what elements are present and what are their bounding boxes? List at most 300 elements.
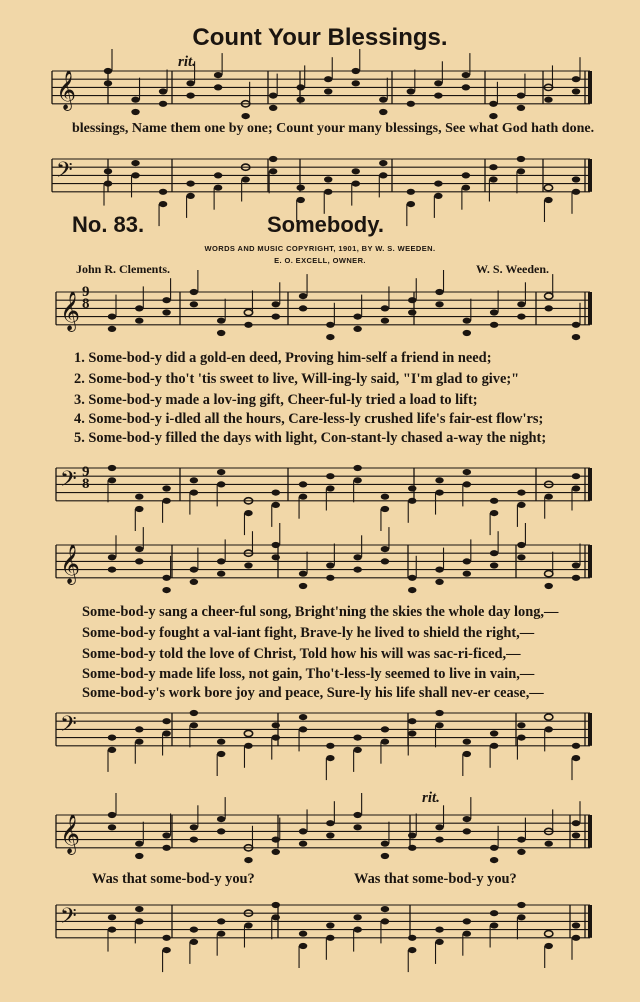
treble-clef-icon: 𝄞: [60, 814, 81, 854]
note-head: [186, 193, 194, 199]
note-head: [244, 857, 252, 863]
note-head: [269, 168, 277, 174]
note-head: [269, 93, 277, 99]
note-head: [244, 730, 252, 736]
note-head: [353, 465, 361, 471]
note-head: [572, 485, 580, 491]
note-head: [186, 93, 194, 99]
note-head: [463, 571, 471, 577]
note-head: [299, 494, 307, 500]
note-head: [463, 816, 471, 822]
note-head: [324, 88, 332, 94]
note-head: [353, 314, 361, 320]
note-head: [435, 710, 443, 716]
note-head: [463, 469, 471, 475]
note-head: [272, 502, 280, 508]
note-head: [572, 922, 580, 928]
note-head: [108, 554, 116, 560]
note-head: [241, 176, 249, 182]
note-head: [435, 927, 443, 933]
note-head: [381, 506, 389, 512]
note-head: [517, 168, 525, 174]
note-head: [190, 824, 198, 830]
note-head: [381, 841, 389, 847]
bass-clef-icon: 𝄢: [60, 712, 77, 742]
copyright-owner: E. O. EXCELL, OWNER.: [274, 256, 366, 265]
note-head: [517, 914, 525, 920]
treble-clef-icon: 𝄞: [60, 544, 81, 584]
note-head: [517, 849, 525, 855]
note-head: [272, 554, 280, 560]
note-head: [462, 172, 470, 178]
note-head: [190, 579, 198, 585]
note-head: [434, 193, 442, 199]
note-head: [490, 498, 498, 504]
note-head: [162, 935, 170, 941]
note-head: [408, 730, 416, 736]
note-head: [408, 498, 416, 504]
note-head: [217, 481, 225, 487]
note-head: [159, 201, 167, 207]
note-head: [353, 554, 361, 560]
verse2-line-3: Some-bod-y told the love of Christ, Told how his will was sac-ri-ficed,—: [82, 646, 521, 662]
note-head: [214, 72, 222, 78]
note-head: [544, 97, 552, 103]
note-head: [545, 305, 553, 311]
note-head: [326, 832, 334, 838]
note-head: [463, 751, 471, 757]
note-head: [326, 473, 334, 479]
note-head: [490, 743, 498, 749]
note-head: [217, 918, 225, 924]
note-head: [244, 309, 252, 315]
note-head: [572, 189, 580, 195]
note-head: [381, 918, 389, 924]
note-head: [135, 841, 143, 847]
note-head: [326, 922, 334, 928]
refrain-lyric-1: Was that some-bod-y you?: [92, 871, 255, 887]
top-lyric-line: blessings, Name them one by one; Count your many blessings, See what God hath done.: [72, 121, 595, 136]
note-head: [324, 76, 332, 82]
time-signature-treble: 9 8: [82, 284, 90, 312]
note-head: [408, 587, 416, 593]
note-head: [217, 571, 225, 577]
verse-line-4: 4. Some-bod-y i-dled all the hours, Care-less-ly crushed life's fair-est flow'rs;: [74, 411, 544, 427]
note-head: [217, 318, 225, 324]
note-head: [162, 297, 170, 303]
note-head: [572, 176, 580, 182]
note-head: [435, 579, 443, 585]
note-head: [326, 755, 334, 761]
note-head: [299, 481, 307, 487]
note-head: [490, 922, 498, 928]
note-head: [435, 939, 443, 945]
note-head: [299, 583, 307, 589]
note-head: [517, 722, 525, 728]
note-head: [159, 101, 167, 107]
note-head: [272, 314, 280, 320]
note-head: [299, 841, 307, 847]
note-head: [517, 502, 525, 508]
note-head: [572, 820, 580, 826]
note-head: [381, 726, 389, 732]
note-head: [352, 68, 360, 74]
note-head: [272, 902, 280, 908]
note-head: [135, 318, 143, 324]
note-head: [162, 845, 170, 851]
note-head: [381, 906, 389, 912]
note-head: [463, 481, 471, 487]
note-head: [217, 931, 225, 937]
note-head: [381, 546, 389, 552]
note-head: [490, 550, 498, 556]
note-head: [545, 571, 553, 577]
bass-clef-icon: 𝄢: [56, 158, 73, 188]
note-head: [217, 558, 225, 564]
note-head: [379, 97, 387, 103]
note-head: [435, 477, 443, 483]
note-head: [190, 301, 198, 307]
note-head: [407, 88, 415, 94]
note-head: [353, 326, 361, 332]
note-head: [135, 739, 143, 745]
note-head: [434, 80, 442, 86]
note-head: [572, 743, 580, 749]
note-head: [435, 567, 443, 573]
note-head: [381, 494, 389, 500]
verse2-line-1: Some-bod-y sang a cheer-ful song, Bright'ning the skies the whole day long,—: [82, 604, 559, 620]
note-head: [108, 927, 116, 933]
note-head: [108, 914, 116, 920]
note-head: [190, 939, 198, 945]
note-head: [408, 845, 416, 851]
note-head: [435, 824, 443, 830]
note-head: [269, 105, 277, 111]
note-head: [462, 72, 470, 78]
note-head: [162, 718, 170, 724]
note-head: [104, 80, 112, 86]
note-head: [159, 88, 167, 94]
note-head: [544, 185, 552, 191]
verse-line-2: 2. Some-bod-y tho't 'tis sweet to live, Will-ing-ly said, "I'm glad to give;": [74, 371, 520, 387]
note-head: [463, 318, 471, 324]
note-head: [297, 84, 305, 90]
note-head: [462, 84, 470, 90]
note-head: [408, 832, 416, 838]
note-head: [434, 93, 442, 99]
note-head: [135, 305, 143, 311]
note-head: [381, 558, 389, 564]
note-head: [572, 473, 580, 479]
treble-clef-icon: 𝄞: [60, 291, 81, 331]
note-head: [381, 739, 389, 745]
verse-line-5: 5. Some-bod-y filled the days with light, Con-stant-ly chased a-way the night;: [74, 430, 547, 446]
note-head: [190, 289, 198, 295]
note-head: [244, 922, 252, 928]
note-head: [190, 710, 198, 716]
note-head: [272, 849, 280, 855]
note-head: [490, 562, 498, 568]
note-head: [517, 837, 525, 843]
note-head: [408, 935, 416, 941]
note-head: [190, 477, 198, 483]
note-head: [326, 743, 334, 749]
note-head: [190, 837, 198, 843]
note-head: [214, 185, 222, 191]
bass-clef-icon: 𝄢: [60, 467, 77, 497]
note-head: [131, 160, 139, 166]
note-head: [297, 97, 305, 103]
note-head: [544, 197, 552, 203]
note-head: [572, 334, 580, 340]
note-head: [545, 714, 553, 720]
note-head: [572, 88, 580, 94]
note-head: [352, 181, 360, 187]
note-head: [159, 189, 167, 195]
note-head: [489, 101, 497, 107]
note-head: [463, 828, 471, 834]
note-head: [297, 197, 305, 203]
verse2-line-5: Some-bod-y's work bore joy and peace, Sure-ly his life shall nev-er cease,—: [82, 685, 544, 701]
note-head: [379, 109, 387, 115]
note-head: [353, 567, 361, 573]
note-head: [299, 828, 307, 834]
note-head: [272, 490, 280, 496]
note-head: [517, 902, 525, 908]
note-head: [135, 918, 143, 924]
note-head: [108, 477, 116, 483]
note-head: [353, 747, 361, 753]
note-head: [408, 575, 416, 581]
note-head: [326, 935, 334, 941]
note-head: [214, 84, 222, 90]
note-head: [272, 722, 280, 728]
note-head: [545, 293, 553, 299]
note-head: [352, 80, 360, 86]
note-head: [135, 546, 143, 552]
note-head: [489, 164, 497, 170]
note-head: [104, 168, 112, 174]
note-head: [299, 305, 307, 311]
top-tempo-mark: rit.: [178, 54, 196, 70]
note-head: [408, 947, 416, 953]
note-head: [517, 93, 525, 99]
note-head: [490, 730, 498, 736]
note-head: [381, 853, 389, 859]
verse-line-1: 1. Some-bod-y did a gold-en deed, Proving him-self a friend in need;: [74, 350, 492, 366]
note-head: [131, 97, 139, 103]
note-head: [104, 181, 112, 187]
note-head: [545, 583, 553, 589]
note-head: [490, 845, 498, 851]
note-head: [381, 305, 389, 311]
note-head: [517, 301, 525, 307]
note-head: [326, 562, 334, 568]
note-head: [244, 510, 252, 516]
note-head: [462, 185, 470, 191]
note-head: [190, 490, 198, 496]
note-head: [489, 176, 497, 182]
note-head: [545, 494, 553, 500]
note-head: [517, 105, 525, 111]
note-head: [572, 755, 580, 761]
note-head: [324, 176, 332, 182]
verse-line-3: 3. Some-bod-y made a lov-ing gift, Cheer-ful-ly tried a load to lift;: [74, 392, 478, 408]
hymn-number: No. 83.: [72, 212, 145, 237]
note-head: [379, 160, 387, 166]
note-head: [162, 832, 170, 838]
note-head: [353, 914, 361, 920]
bass-clef-icon: 𝄢: [60, 904, 77, 934]
note-head: [326, 322, 334, 328]
note-head: [408, 297, 416, 303]
note-head: [217, 739, 225, 745]
note-head: [435, 837, 443, 843]
note-head: [352, 168, 360, 174]
note-head: [572, 562, 580, 568]
note-head: [299, 726, 307, 732]
note-head: [299, 571, 307, 577]
note-head: [490, 857, 498, 863]
note-head: [490, 910, 498, 916]
note-head: [572, 832, 580, 838]
note-head: [517, 490, 525, 496]
note-head: [108, 747, 116, 753]
note-head: [135, 494, 143, 500]
note-head: [435, 301, 443, 307]
note-head: [244, 743, 252, 749]
note-head: [241, 113, 249, 119]
note-head: [463, 739, 471, 745]
note-head: [217, 751, 225, 757]
note-head: [104, 68, 112, 74]
verse2-line-2: Some-bod-y fought a val-iant fight, Brave-ly he lived to shield the right,—: [82, 625, 535, 641]
note-head: [572, 76, 580, 82]
note-head: [463, 330, 471, 336]
note-head: [490, 510, 498, 516]
note-head: [162, 498, 170, 504]
note-head: [353, 812, 361, 818]
note-head: [162, 309, 170, 315]
note-head: [135, 726, 143, 732]
note-head: [408, 718, 416, 724]
note-head: [131, 172, 139, 178]
copyright-line: WORDS AND MUSIC COPYRIGHT, 1901, BY W. S. WEEDEN.: [204, 244, 436, 253]
note-head: [190, 567, 198, 573]
note-head: [408, 309, 416, 315]
note-head: [353, 824, 361, 830]
note-head: [162, 587, 170, 593]
note-head: [135, 853, 143, 859]
note-head: [326, 820, 334, 826]
note-head: [135, 558, 143, 564]
note-head: [108, 735, 116, 741]
note-head: [326, 485, 334, 491]
note-head: [379, 172, 387, 178]
note-head: [162, 947, 170, 953]
note-head: [353, 927, 361, 933]
note-head: [353, 735, 361, 741]
note-head: [108, 465, 116, 471]
note-head: [244, 562, 252, 568]
note-head: [572, 935, 580, 941]
note-head: [297, 185, 305, 191]
note-head: [326, 575, 334, 581]
note-head: [108, 824, 116, 830]
note-head: [324, 189, 332, 195]
note-head: [490, 322, 498, 328]
note-head: [489, 113, 497, 119]
note-head: [131, 109, 139, 115]
note-head: [407, 201, 415, 207]
note-head: [545, 726, 553, 732]
note-head: [517, 314, 525, 320]
note-head: [186, 80, 194, 86]
note-head: [435, 722, 443, 728]
note-head: [299, 943, 307, 949]
note-head: [108, 314, 116, 320]
note-head: [244, 322, 252, 328]
note-head: [435, 289, 443, 295]
hymn-title: Somebody.: [267, 212, 384, 237]
note-head: [381, 318, 389, 324]
note-head: [517, 554, 525, 560]
note-head: [272, 542, 280, 548]
note-head: [545, 841, 553, 847]
note-head: [217, 816, 225, 822]
note-head: [214, 172, 222, 178]
note-head: [269, 156, 277, 162]
note-head: [434, 181, 442, 187]
note-head: [435, 490, 443, 496]
time-signature-bass: 9 8: [82, 464, 90, 492]
note-head: [517, 156, 525, 162]
note-head: [572, 575, 580, 581]
note-head: [108, 812, 116, 818]
note-head: [272, 837, 280, 843]
composer: W. S. Weeden.: [476, 262, 550, 276]
note-head: [299, 931, 307, 937]
note-head: [272, 914, 280, 920]
note-head: [407, 189, 415, 195]
note-head: [545, 943, 553, 949]
refrain-lyric-2: Was that some-bod-y you?: [354, 871, 517, 887]
note-head: [108, 567, 116, 573]
note-head: [186, 181, 194, 187]
note-head: [162, 485, 170, 491]
note-head: [135, 906, 143, 912]
treble-clef-icon: 𝄞: [56, 70, 77, 110]
note-head: [463, 558, 471, 564]
note-head: [162, 575, 170, 581]
note-head: [217, 330, 225, 336]
note-head: [299, 714, 307, 720]
note-head: [272, 301, 280, 307]
note-head: [108, 326, 116, 332]
note-head: [217, 469, 225, 475]
note-head: [463, 931, 471, 937]
verse2-line-4: Some-bod-y made life loss, not gain, Tho't-less-ly seemed to live in vain,—: [82, 666, 535, 682]
note-head: [135, 506, 143, 512]
note-head: [463, 918, 471, 924]
note-head: [162, 730, 170, 736]
note-head: [217, 828, 225, 834]
note-head: [408, 485, 416, 491]
refrain-tempo-mark: rit.: [422, 790, 440, 806]
note-head: [517, 542, 525, 548]
note-head: [326, 334, 334, 340]
note-head: [572, 322, 580, 328]
